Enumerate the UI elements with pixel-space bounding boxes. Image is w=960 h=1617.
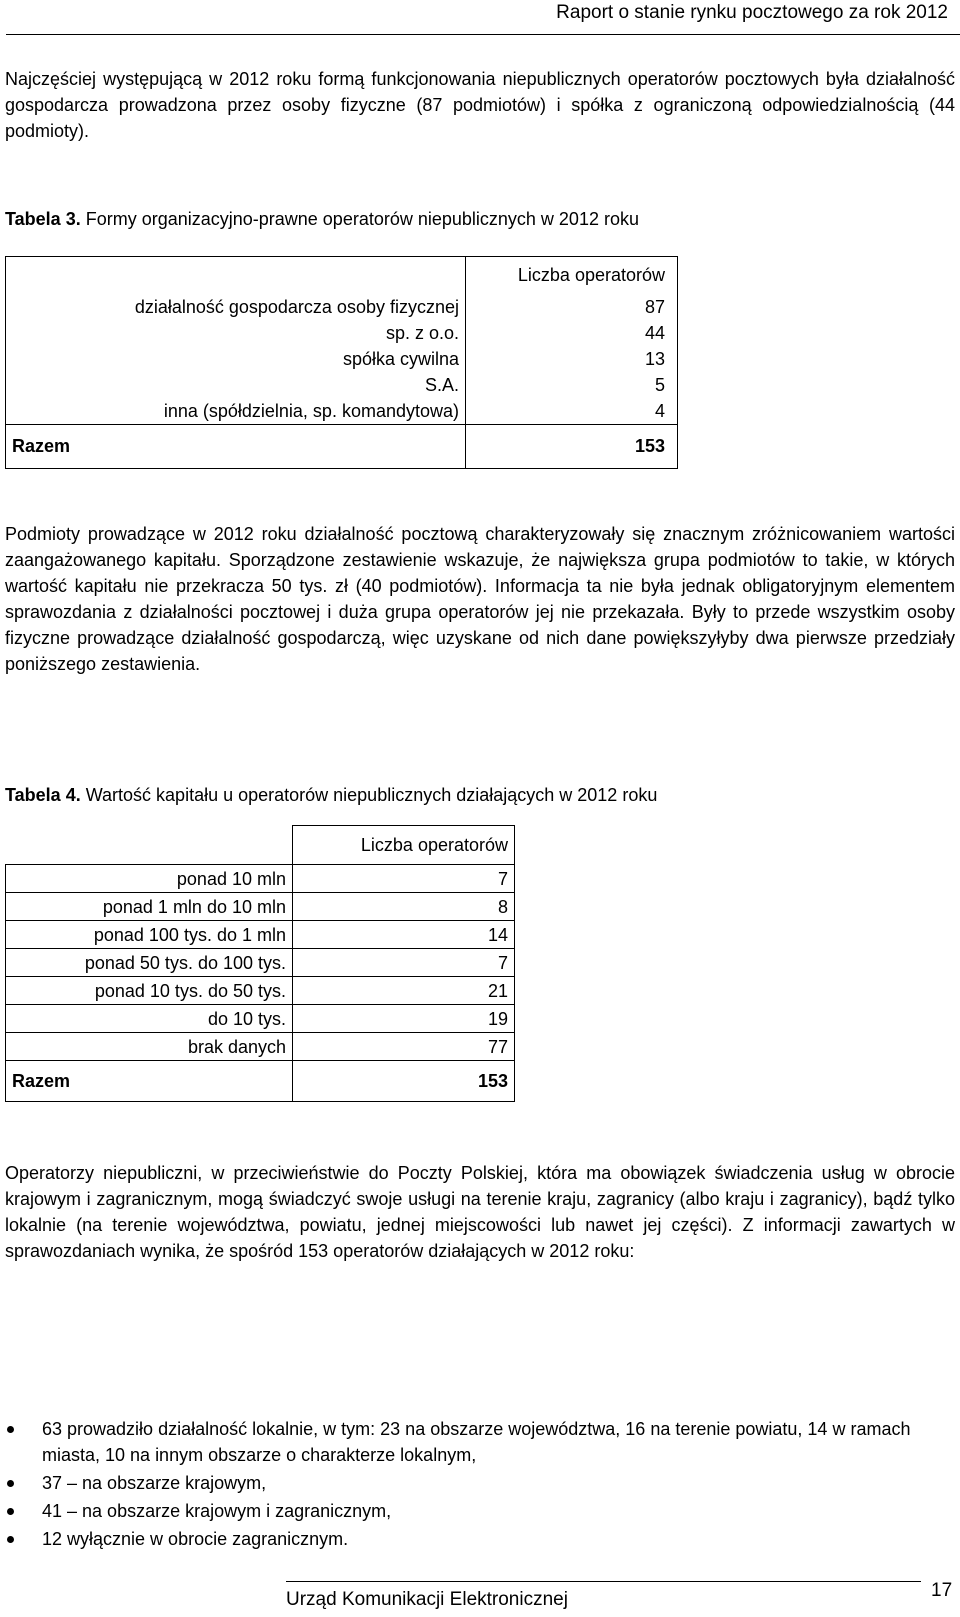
list-item-text: 37 – na obszarze krajowym,: [42, 1473, 267, 1493]
table3-caption-label: Tabela 3.: [5, 209, 81, 229]
header-title: Raport o stanie rynku pocztowego za rok 2012: [556, 2, 948, 23]
table-4: [5, 825, 515, 1102]
bullet-icon: [7, 1480, 14, 1487]
table-row: [6, 398, 678, 425]
table4-row-value: 7: [293, 949, 515, 977]
table4-row-label: ponad 10 mln: [6, 865, 293, 893]
list-item-text: 63 prowadziło działalność lokalnie, w tym: 23 na obszarze województwa, 16 na terenie powiatu, 14 w ramach miasta, 10 na innym obszarze o charakterze lokalnym,: [42, 1419, 911, 1465]
table3-caption-text: Formy organizacyjno-prawne operatorów niepublicznych w 2012 roku: [80, 209, 639, 229]
list-item-text: 41 – na obszarze krajowym i zagranicznym,: [42, 1501, 392, 1521]
table3-row-label: spółka cywilna: [6, 346, 466, 372]
page-number: 17: [931, 1580, 953, 1601]
table-row: [6, 977, 515, 1005]
table4-row-label: ponad 100 tys. do 1 mln: [6, 921, 293, 949]
table3-row-value: 4: [654, 401, 665, 421]
capital-paragraph: Podmioty prowadzące w 2012 roku działalność pocztową charakteryzowały się znacznym zróżnicowaniem wartości zaangażowanego kapitału. Sporządzone zestawienie wskazuje, że największa grupa podmiotów to takie, w których wartość kapitału nie przekracza 50 tys. zł (40 podmiotów). Informacja ta nie była jednak obligatoryjnym elementem sprawozdania z działalności pocztowej i duża grupa operatorów jej nie przekazała. Były to przede wszystkim osoby fizyczne prowadzące działalność gospodarczą, więc uzyskane od nich dane powiększyłyby dwa pierwsze przedziały poniższego zestawienia.: [5, 524, 955, 674]
bullet-icon: [7, 1426, 14, 1433]
table-row: [6, 320, 678, 346]
table4-total-row: [6, 1061, 515, 1102]
list-item: [5, 1470, 955, 1496]
table3-row-value: 44: [644, 323, 665, 343]
table3-caption: [5, 209, 639, 230]
footer-text: Urząd Komunikacji Elektronicznej: [286, 1589, 568, 1610]
table3-row-label: sp. z o.o.: [6, 320, 466, 346]
table4-caption: [5, 785, 657, 806]
table4-row-label: brak danych: [6, 1033, 293, 1061]
table-row: [6, 294, 678, 320]
table3-row-label: działalność gospodarcza osoby fizycznej: [6, 294, 466, 320]
intro-paragraph: Najczęściej występującą w 2012 roku formą funkcjonowania niepublicznych operatorów pocztowych była działalność gospodarcza prowadzona przez osoby fizyczne (87 podmiotów) i spółka z ograniczoną odpowiedzialnością (44 podmioty).: [5, 69, 955, 141]
table-row: [6, 1005, 515, 1033]
bullet-list: [5, 1416, 955, 1554]
table-row: [6, 1033, 515, 1061]
table4-row-label: ponad 1 mln do 10 mln: [6, 893, 293, 921]
table3-column-header: Liczba operatorów: [517, 265, 665, 285]
table4-row-value: 21: [293, 977, 515, 1005]
footer-divider: [286, 1581, 921, 1582]
table4-caption-text: Wartość kapitału u operatorów niepublicznych działających w 2012 roku: [80, 785, 658, 805]
table3-row-value: 13: [644, 349, 665, 369]
list-item-text: 12 wyłącznie w obrocie zagranicznym.: [42, 1529, 349, 1549]
table3-row-label: inna (spółdzielnia, sp. komandytowa): [6, 398, 466, 425]
table4-header-empty: [6, 826, 293, 865]
list-item: [5, 1526, 955, 1552]
list-item: [5, 1416, 955, 1468]
table4-row-value: 14: [293, 921, 515, 949]
table4-row-value: 77: [293, 1033, 515, 1061]
bullet-icon: [7, 1536, 14, 1543]
table-row: [6, 865, 515, 893]
table4-total-label: Razem: [6, 1061, 293, 1102]
table3-row-value: 87: [644, 297, 665, 317]
table-row: [6, 893, 515, 921]
table3-header-empty: [6, 257, 466, 295]
table-row: [6, 346, 678, 372]
table4-total-value: 153: [293, 1061, 515, 1102]
bullet-icon: [7, 1508, 14, 1515]
table4-row-value: 19: [293, 1005, 515, 1033]
table4-row-label: ponad 10 tys. do 50 tys.: [6, 977, 293, 1005]
table4-column-header: Liczba operatorów: [293, 826, 515, 865]
table3-row-value: 5: [654, 375, 665, 395]
table4-row-label: do 10 tys.: [6, 1005, 293, 1033]
table4-row-value: 7: [293, 865, 515, 893]
table-row: [6, 921, 515, 949]
table4-caption-label: Tabela 4.: [5, 785, 81, 805]
table4-row-value: 8: [293, 893, 515, 921]
table3-total-value: 153: [466, 425, 678, 469]
page-header: [6, 0, 960, 35]
table3-row-label: S.A.: [6, 372, 466, 398]
table3-total-row: [6, 425, 678, 469]
table3-total-label: Razem: [6, 425, 466, 469]
scope-paragraph: Operatorzy niepubliczni, w przeciwieństwie do Poczty Polskiej, która ma obowiązek świadczenia usług w obrocie krajowym i zagranicznym, mogą świadczyć swoje usługi na terenie kraju, zagranicy (albo kraju i zagranicy), bądź tylko lokalnie (na terenie województwa, powiatu, jednej miejscowości lub nawet jej części). Z informacji zawartych w sprawozdaniach wynika, że spośród 153 operatorów działających w 2012 roku:: [5, 1163, 955, 1261]
table4-row-label: ponad 50 tys. do 100 tys.: [6, 949, 293, 977]
table-row: [6, 372, 678, 398]
table-row: [6, 949, 515, 977]
list-item: [5, 1498, 955, 1524]
table-3: [5, 256, 678, 469]
